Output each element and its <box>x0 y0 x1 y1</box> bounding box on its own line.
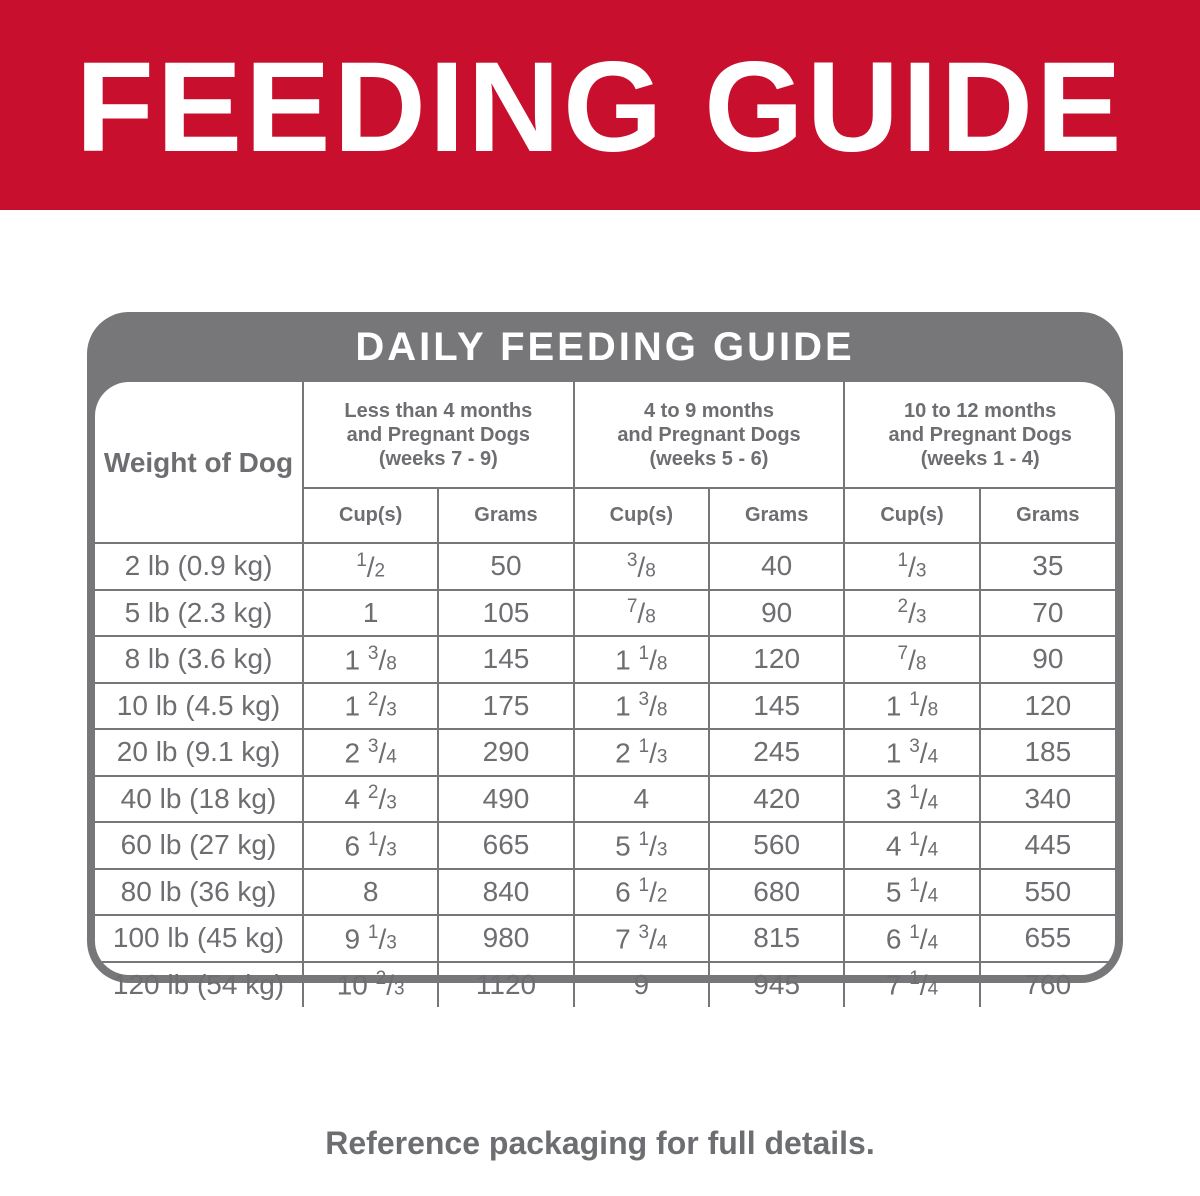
weight-cell: 8 lb (3.6 kg) <box>95 636 303 683</box>
grams-cell: 40 <box>709 543 844 590</box>
grams-cell: 560 <box>709 822 844 869</box>
grams-cell: 105 <box>438 590 573 637</box>
feeding-guide-banner <box>0 0 1200 210</box>
table-row <box>95 915 1115 962</box>
cups-cell: $^1$/2 <box>303 543 438 590</box>
cups-cell: 1 $^3$/8 <box>574 683 709 730</box>
sub-header-cups: Cup(s) <box>574 488 709 543</box>
cups-cell: 5 $^1$/4 <box>844 869 979 916</box>
cups-cell: 9 $^1$/3 <box>303 915 438 962</box>
sub-header-grams: Grams <box>980 488 1115 543</box>
cups-cell: 4 <box>574 776 709 823</box>
cups-cell: 5 $^1$/3 <box>574 822 709 869</box>
cups-cell: 1 $^2$/3 <box>303 683 438 730</box>
sub-header-grams: Grams <box>438 488 573 543</box>
group-header-0 <box>303 382 574 488</box>
cups-cell: 7 $^1$/4 <box>844 962 979 1008</box>
grams-cell: 175 <box>438 683 573 730</box>
grams-cell: 70 <box>980 590 1115 637</box>
grams-cell: 185 <box>980 729 1115 776</box>
cups-cell: 1 $^3$/4 <box>844 729 979 776</box>
table-row <box>95 962 1115 1008</box>
table-row <box>95 822 1115 869</box>
group-header-line: (weeks 7 - 9) <box>378 447 498 470</box>
cups-cell: 1 $^1$/8 <box>574 636 709 683</box>
grams-cell: 680 <box>709 869 844 916</box>
cups-cell: 6 $^1$/3 <box>303 822 438 869</box>
grams-cell: 550 <box>980 869 1115 916</box>
grams-cell: 35 <box>980 543 1115 590</box>
cups-cell: $^2$/3 <box>844 590 979 637</box>
group-header-line: and Pregnant Dogs <box>617 423 801 446</box>
group-header-line: Less than 4 months <box>344 399 533 422</box>
grams-cell: 490 <box>438 776 573 823</box>
cups-cell: 6 $^1$/4 <box>844 915 979 962</box>
weight-column-header: Weight of Dog <box>95 382 303 543</box>
grams-cell: 120 <box>980 683 1115 730</box>
weight-cell: 20 lb (9.1 kg) <box>95 729 303 776</box>
feeding-table <box>95 382 1115 1007</box>
grams-cell: 945 <box>709 962 844 1008</box>
grams-cell: 760 <box>980 962 1115 1008</box>
grams-cell: 420 <box>709 776 844 823</box>
table-row <box>95 869 1115 916</box>
group-header-1 <box>574 382 845 488</box>
grams-cell: 90 <box>980 636 1115 683</box>
grams-cell: 245 <box>709 729 844 776</box>
grams-cell: 290 <box>438 729 573 776</box>
table-row <box>95 590 1115 637</box>
table-row <box>95 683 1115 730</box>
grams-cell: 655 <box>980 915 1115 962</box>
weight-cell: 120 lb (54 kg) <box>95 962 303 1008</box>
table-row <box>95 729 1115 776</box>
banner-title: FEEDING GUIDE <box>75 36 1125 179</box>
grams-cell: 145 <box>709 683 844 730</box>
cups-cell: 10 $^2$/3 <box>303 962 438 1008</box>
cups-cell: 1 $^1$/8 <box>844 683 979 730</box>
daily-feeding-guide-card <box>87 312 1123 1001</box>
grams-cell: 980 <box>438 915 573 962</box>
sub-header-grams: Grams <box>709 488 844 543</box>
cups-cell: 3 $^1$/4 <box>844 776 979 823</box>
cups-cell: 8 <box>303 869 438 916</box>
group-header-row <box>95 382 1115 488</box>
group-header-2 <box>844 382 1115 488</box>
sub-header-cups: Cup(s) <box>844 488 979 543</box>
cups-cell: 4 $^1$/4 <box>844 822 979 869</box>
group-header-line: and Pregnant Dogs <box>888 423 1072 446</box>
cups-cell: 2 $^3$/4 <box>303 729 438 776</box>
table-row <box>95 776 1115 823</box>
weight-cell: 40 lb (18 kg) <box>95 776 303 823</box>
grams-cell: 445 <box>980 822 1115 869</box>
grams-cell: 1120 <box>438 962 573 1008</box>
cups-cell: $^3$/8 <box>574 543 709 590</box>
weight-cell: 2 lb (0.9 kg) <box>95 543 303 590</box>
weight-cell: 100 lb (45 kg) <box>95 915 303 962</box>
cups-cell: 1 $^3$/8 <box>303 636 438 683</box>
weight-cell: 60 lb (27 kg) <box>95 822 303 869</box>
grams-cell: 840 <box>438 869 573 916</box>
table-row <box>95 636 1115 683</box>
table-title: DAILY FEEDING GUIDE <box>355 324 855 369</box>
cups-cell: 9 <box>574 962 709 1008</box>
cups-cell: 7 $^3$/4 <box>574 915 709 962</box>
cups-cell: 4 $^2$/3 <box>303 776 438 823</box>
grams-cell: 815 <box>709 915 844 962</box>
weight-cell: 10 lb (4.5 kg) <box>95 683 303 730</box>
cups-cell: 1 <box>303 590 438 637</box>
cups-cell: $^7$/8 <box>574 590 709 637</box>
cups-cell: 2 $^1$/3 <box>574 729 709 776</box>
group-header-line: 4 to 9 months <box>643 399 774 422</box>
grams-cell: 145 <box>438 636 573 683</box>
grams-cell: 120 <box>709 636 844 683</box>
group-header-line: 10 to 12 months <box>904 399 1057 422</box>
grams-cell: 50 <box>438 543 573 590</box>
cups-cell: 6 $^1$/2 <box>574 869 709 916</box>
table-row <box>95 543 1115 590</box>
weight-cell: 80 lb (36 kg) <box>95 869 303 916</box>
grams-cell: 340 <box>980 776 1115 823</box>
feeding-table-body <box>95 543 1115 1007</box>
feeding-table-wrapper <box>95 382 1115 1001</box>
group-header-line: (weeks 1 - 4) <box>920 447 1040 470</box>
footer-note: Reference packaging for full details. <box>325 1125 875 1161</box>
grams-cell: 90 <box>709 590 844 637</box>
group-header-line: (weeks 5 - 6) <box>649 447 769 470</box>
grams-cell: 665 <box>438 822 573 869</box>
sub-header-cups: Cup(s) <box>303 488 438 543</box>
cups-cell: $^7$/8 <box>844 636 979 683</box>
group-header-line: and Pregnant Dogs <box>346 423 530 446</box>
cups-cell: $^1$/3 <box>844 543 979 590</box>
weight-cell: 5 lb (2.3 kg) <box>95 590 303 637</box>
